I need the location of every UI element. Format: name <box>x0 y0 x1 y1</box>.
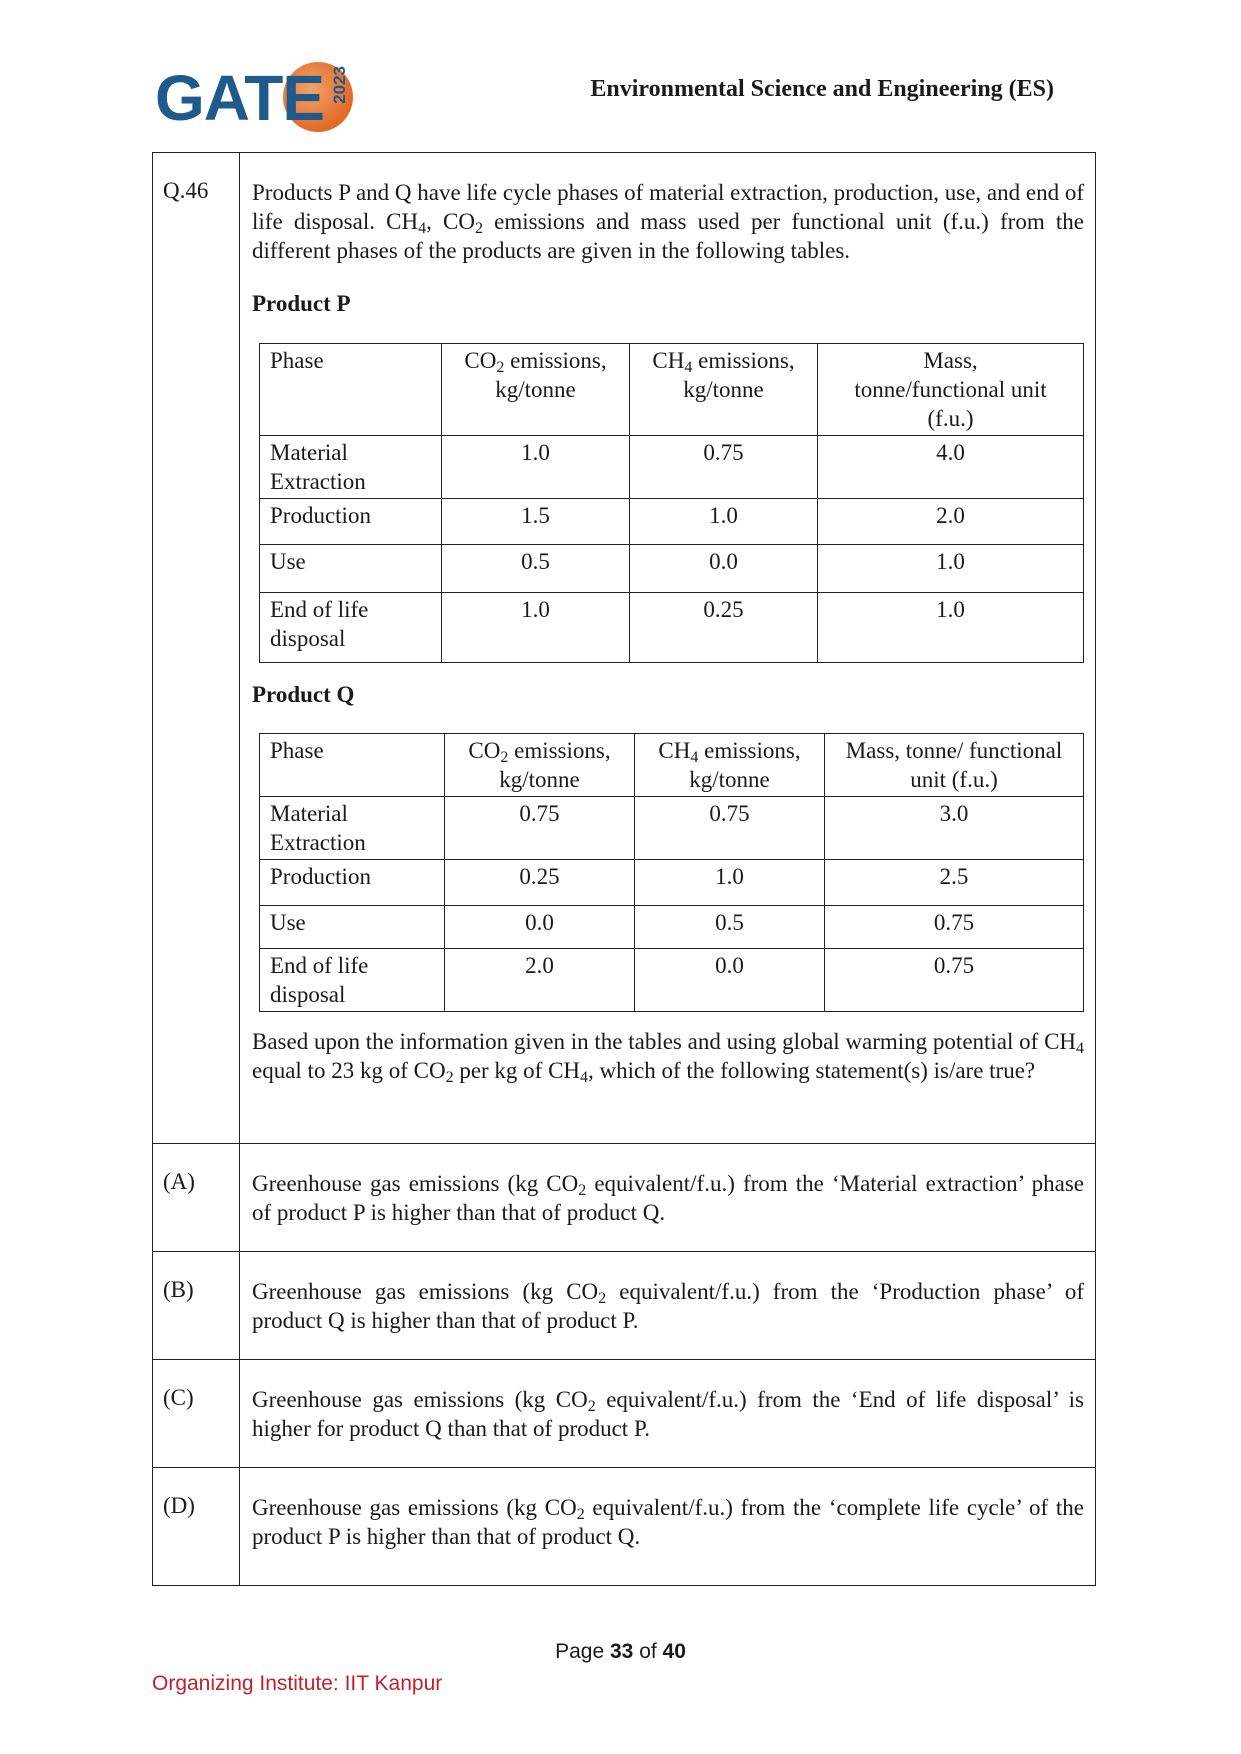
option-text: Greenhouse gas emissions (kg $CO_2$ equivalent/f.u.) from the ‘Production phase’ of product Q is higher than that of product P. <box>252 1279 1084 1333</box>
table-row <box>260 593 1084 663</box>
table-row <box>260 436 1084 499</box>
column-divider <box>239 153 240 1143</box>
question-number: Q.46 <box>163 178 209 203</box>
cell-phase: Material Extraction <box>260 436 442 499</box>
cell-mass: 3.0 <box>825 797 1084 860</box>
cell-ch4: 0.5 <box>635 906 825 949</box>
organizing-institute: Organizing Institute: IIT Kanpur <box>152 1672 443 1695</box>
cell-mass: 0.75 <box>825 906 1084 949</box>
option-c-row[interactable] <box>153 1359 1095 1467</box>
cell-mass: 1.0 <box>818 593 1084 663</box>
header-ch4: $CH_4$ emissions, kg/tonne <box>630 344 818 436</box>
cell-ch4: 0.75 <box>635 797 825 860</box>
question-prompt: Based upon the information given in the tables and using global warming potential of $CH_4$ equal to 23 kg of $CO_2$ per kg of $CH_4$, which of the following statement(s) is/are true? <box>252 1029 1085 1086</box>
cell-phase: Use <box>260 545 442 593</box>
cell-co2: 1.0 <box>442 593 630 663</box>
cell-phase: End of life disposal <box>260 949 445 1012</box>
option-a-row[interactable] <box>153 1143 1095 1251</box>
cell-ch4: 1.0 <box>635 860 825 906</box>
cell-phase: Production <box>260 499 442 545</box>
option-text: Greenhouse gas emissions (kg $CO_2$ equivalent/f.u.) from the ‘complete life cycle’ of the product P is higher than that of product Q. <box>252 1495 1084 1549</box>
cell-co2: 1.0 <box>442 436 630 499</box>
option-label: (C) <box>163 1385 194 1410</box>
cell-mass: 2.0 <box>818 499 1084 545</box>
product-p-table <box>259 343 1084 663</box>
product-q-table <box>259 733 1084 1012</box>
header-mass: Mass, tonne/ functional unit (f.u.) <box>825 734 1084 797</box>
page-number: Page 33 of 40 <box>555 1640 686 1663</box>
table-row <box>260 906 1084 949</box>
option-label: (B) <box>163 1277 194 1302</box>
table-row <box>260 545 1084 593</box>
table-row <box>260 797 1084 860</box>
cell-phase: Material Extraction <box>260 797 445 860</box>
cell-phase: Production <box>260 860 445 906</box>
table-row <box>260 860 1084 906</box>
cell-ch4: 0.0 <box>635 949 825 1012</box>
table-row <box>260 949 1084 1012</box>
logo-year: 2023 <box>330 66 349 104</box>
cell-co2: 0.5 <box>442 545 630 593</box>
cell-co2: 1.5 <box>442 499 630 545</box>
cell-mass: 1.0 <box>818 545 1084 593</box>
table-header-row <box>260 344 1084 436</box>
option-b-row[interactable] <box>153 1251 1095 1359</box>
cell-co2: 0.75 <box>445 797 635 860</box>
cell-mass: 0.75 <box>825 949 1084 1012</box>
cell-ch4: 0.0 <box>630 545 818 593</box>
table-row <box>260 499 1084 545</box>
header-mass: Mass, tonne/functional unit (f.u.) <box>818 344 1084 436</box>
header-phase: Phase <box>260 344 442 436</box>
option-d-row[interactable] <box>153 1467 1095 1585</box>
header-co2: $CO_2$ emissions, kg/tonne <box>445 734 635 797</box>
cell-ch4: 0.25 <box>630 593 818 663</box>
cell-phase: Use <box>260 906 445 949</box>
cell-co2: 0.25 <box>445 860 635 906</box>
header-phase: Phase <box>260 734 445 797</box>
option-text: Greenhouse gas emissions (kg $CO_2$ equivalent/f.u.) from the ‘Material extraction’ phase of product P is higher than that of product Q. <box>252 1171 1084 1225</box>
cell-ch4: 0.75 <box>630 436 818 499</box>
cell-mass: 2.5 <box>825 860 1084 906</box>
header-co2: $CO_2$ emissions, kg/tonne <box>442 344 630 436</box>
cell-phase: End of life disposal <box>260 593 442 663</box>
cell-co2: 0.0 <box>445 906 635 949</box>
option-text: Greenhouse gas emissions (kg $CO_2$ equivalent/f.u.) from the ‘End of life disposal’ is higher for product Q than that of product P. <box>252 1387 1084 1441</box>
cell-mass: 4.0 <box>818 436 1084 499</box>
paper-title: Environmental Science and Engineering (ES) <box>590 76 1054 102</box>
gate-logo <box>155 60 360 140</box>
logo-text: GATE <box>155 62 325 134</box>
table-header-row <box>260 734 1084 797</box>
question-intro: Products P and Q have life cycle phases of material extraction, production, use, and end of life disposal. $CH_4$, $CO_2$ emissions and mass used per functional unit (f.u.) from the different phases of the products are given in the following tables. <box>252 180 1084 263</box>
option-label: (D) <box>163 1493 195 1518</box>
cell-ch4: 1.0 <box>630 499 818 545</box>
product-p-title: Product P <box>252 291 351 316</box>
product-q-title: Product Q <box>252 682 355 707</box>
cell-co2: 2.0 <box>445 949 635 1012</box>
question-stem-row <box>153 153 1095 1143</box>
header-ch4: $CH_4$ emissions, kg/tonne <box>635 734 825 797</box>
option-label: (A) <box>163 1169 195 1194</box>
question-box <box>152 152 1096 1586</box>
